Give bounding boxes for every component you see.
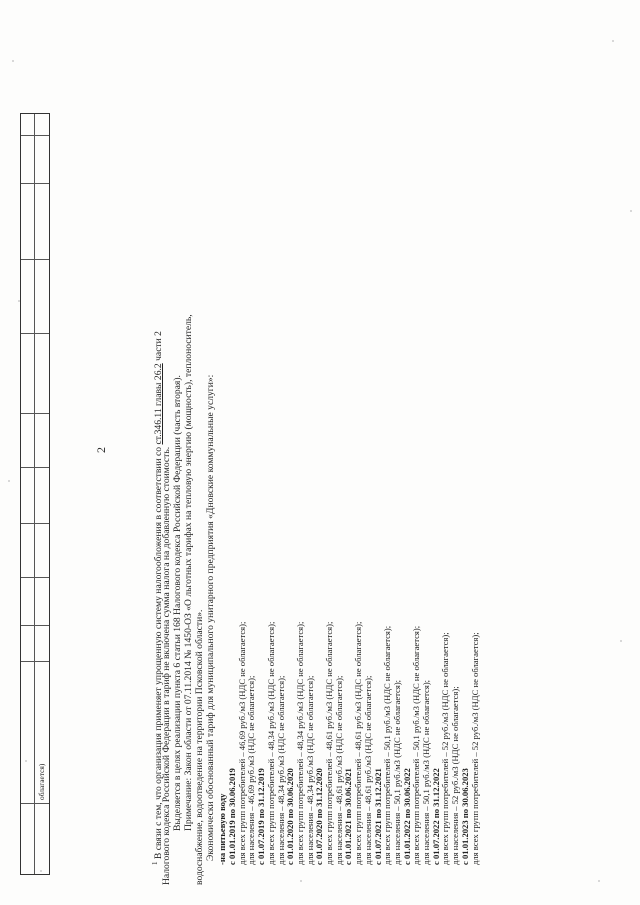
tariff-period-date: с 01.07.2020 по 31.12.2020: [314, 768, 325, 865]
tariff-all-consumers: для всех групп потребителей – 48,34 руб./м3 (НДС не облагается);: [294, 621, 305, 865]
tariff-population: для населения – 52 руб./м3 (НДС не облагается);: [450, 686, 461, 865]
table-column-line: [21, 467, 49, 468]
tariff-period-date: с 01.01.2020 по 30.06.2020: [285, 768, 296, 865]
tariff-period-date: с 01.01.2019 по 30.06.2019: [227, 768, 237, 865]
scan-speckle: [630, 210, 632, 212]
footnote-code-link[interactable]: ст.346.11 главы 26.2: [153, 363, 165, 445]
footnote-text-a: В связи с тем, что организация применяет упрощенную систему налогообложения в соответствии со: [153, 446, 165, 860]
scan-speckle: [18, 300, 20, 302]
tariff-all-consumers: для всех групп потребителей – 50,1 руб./м3 (НДС не облагается);: [382, 625, 393, 865]
tariff-period-date: с 01.07.2021 по 31.12.2021: [372, 768, 383, 865]
table-column-line: [21, 183, 49, 184]
table-column-line: [21, 413, 49, 414]
page-number: 2: [94, 447, 108, 453]
tariff-period-date: с 01.07.2022 по 31.12.2022: [430, 768, 441, 865]
note-line-1: Примечание: Закон области от 07.11.2014 № 1450-ОЗ «О льготных тарифах на тепловую энергию (мощность), теплоноситель,: [183, 314, 194, 831]
table-divider: [34, 114, 35, 874]
table-column-line: [21, 135, 49, 136]
tariff-all-consumers: для всех групп потребителей – 48,61 руб./м3 (НДС не облагается);: [353, 621, 364, 865]
scan-speckle: [612, 40, 614, 42]
tariff-all-consumers: для всех групп потребителей – 50,1 руб./м3 (НДС не облагается);: [411, 625, 422, 865]
tariff-population: для населения – 50,1 руб./м3 (НДС не облагается);: [421, 679, 431, 865]
tariff-all-consumers: для всех групп потребителей – 48,61 руб./м3 (НДС не облагается);: [324, 621, 334, 865]
water-heading: -на питьевую воду: [217, 793, 227, 865]
scan-speckle: [8, 480, 10, 482]
table-column-line: [21, 661, 49, 662]
table-column-line: [21, 625, 49, 626]
footnote-text-b: части 2: [153, 331, 165, 361]
table-column-line: [21, 577, 49, 578]
table-column-line: [21, 803, 49, 804]
tariff-population: для населения – 48,61 руб./м3 (НДС не облагается);: [333, 675, 344, 865]
scan-speckle: [12, 60, 14, 62]
scan-speckle: [620, 640, 622, 642]
table-column-line: [21, 523, 49, 524]
tariff-population: для населения – 46,69 руб./м3 (НДС не облагается);: [246, 675, 257, 865]
tariff-population: для населения – 48,34 руб./м3 (НДС не облагается);: [304, 675, 315, 865]
tariff-period-date: с 01.01.2023 по 30.06.2023: [459, 768, 470, 865]
tariff-period-date: с 01.01.2022 по 30.06.2022: [401, 768, 412, 865]
footnote-mark: 1: [151, 861, 159, 865]
table-column-line: [21, 259, 49, 260]
scan-speckle: [598, 880, 600, 882]
tariff-all-consumers: для всех групп потребителей – 52 руб./м3 (НДС не облагается);: [440, 632, 451, 865]
tariff-population: для населения – 48,61 руб./м3 (НДС не облагается);: [362, 675, 373, 865]
footnote-line-3: Выделяется в целях реализации пункта 6 статьи 168 Налогового кодекса Российской Федерации (часть вторая).: [172, 375, 183, 831]
note-line-2: водоснабжение, водоотведение на территории Псковской области».: [194, 609, 205, 885]
tariff-population: для населения – 48,34 руб./м3 (НДС не облагается);: [275, 675, 286, 865]
footnote-line-2: Налогового кодекса Российской Федерации в тариф не включена сумма налога на добавленную стоимость.: [161, 446, 172, 885]
tariff-population: для населения – 50,1 руб./м3 (НДС не облагается);: [391, 679, 402, 865]
scan-speckle: [300, 880, 302, 882]
note-line-3: Экономически обоснованный тариф для муниципального унитарного предприятия «Дновские коммунальные услуги»:: [205, 374, 216, 861]
tariff-all-consumers: для всех групп потребителей – 52 руб./м3 (НДС не облагается);: [469, 632, 480, 865]
tariff-period-date: с 01.07.2019 по 31.12.2019: [256, 768, 267, 865]
tariff-period-date: с 01.01.2021 по 30.06.2021: [343, 768, 354, 865]
table-cell-text: облагается): [37, 763, 46, 800]
table-column-line: [21, 333, 49, 334]
scan-speckle: [25, 760, 27, 762]
tariff-all-consumers: для всех групп потребителей – 48,34 руб./м3 (НДС не облагается);: [265, 621, 276, 865]
tariff-all-consumers: для всех групп потребителей – 46,69 руб./м3 (НДС не облагается);: [236, 621, 247, 865]
scan-speckle: [40, 870, 42, 872]
